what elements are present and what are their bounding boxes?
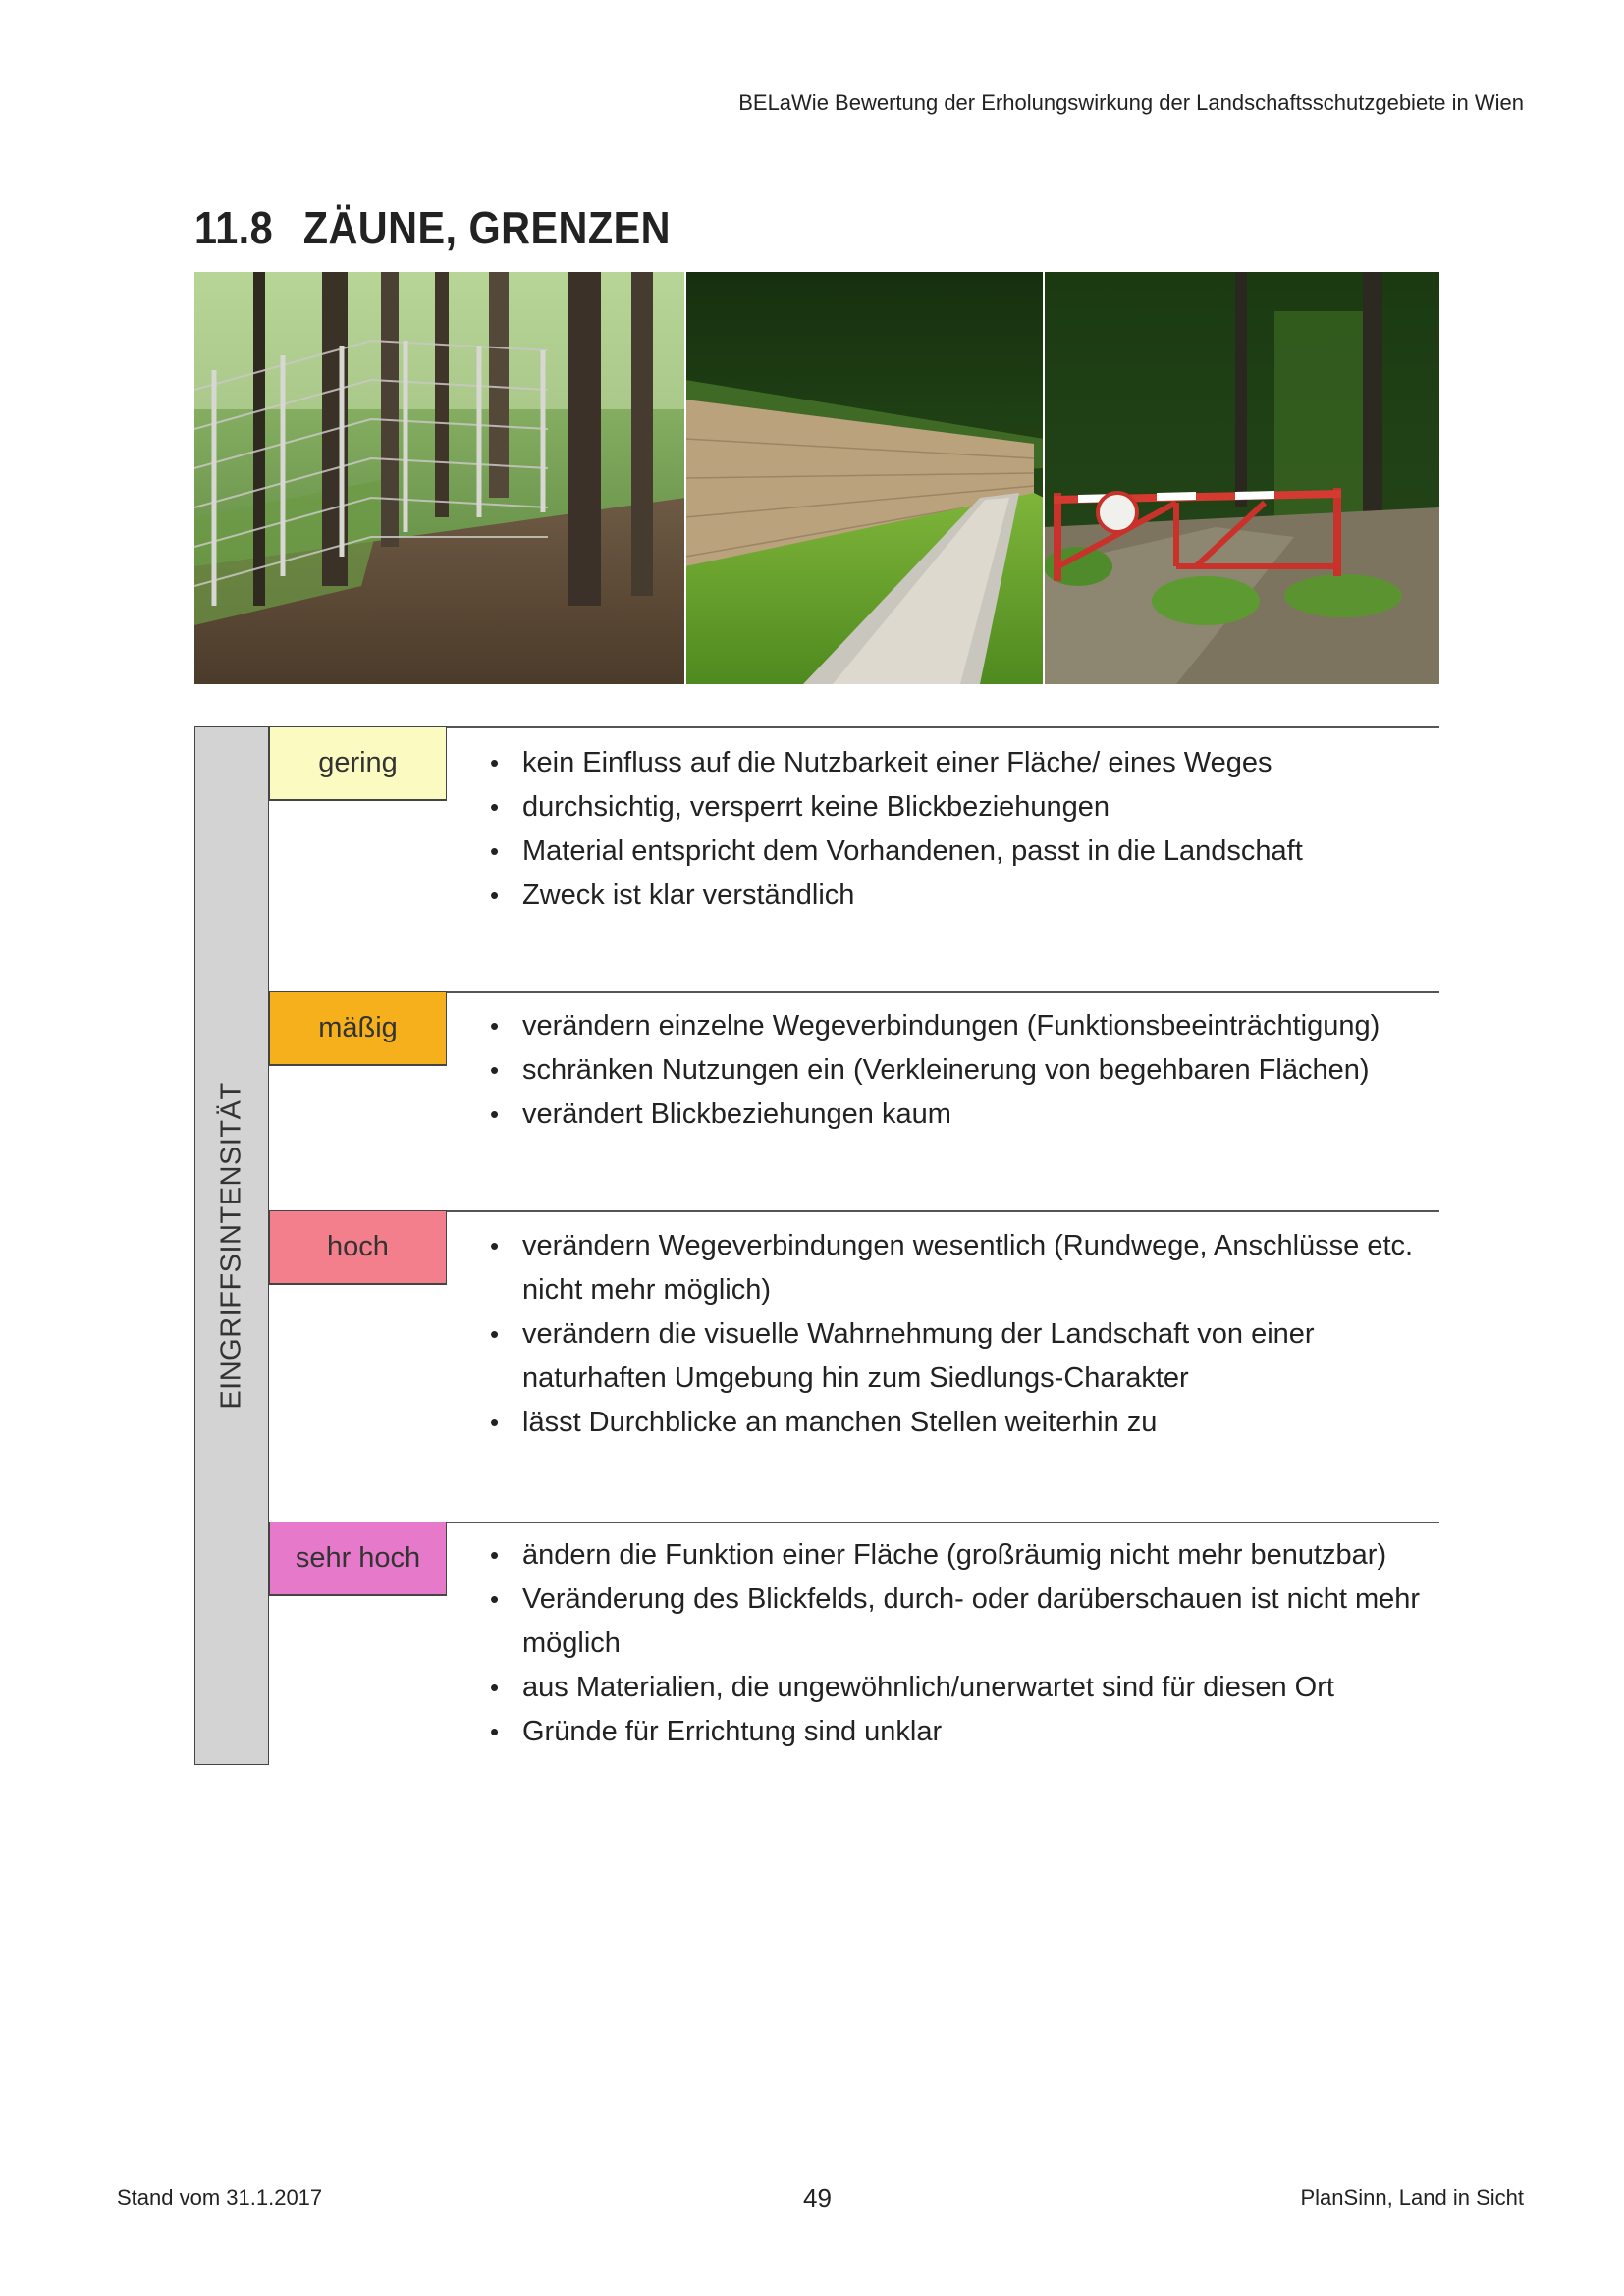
section-number: 11.8 xyxy=(194,202,274,253)
photo-forest-fence xyxy=(194,272,685,684)
photo-strip xyxy=(194,272,1439,684)
photo-red-barrier-gate xyxy=(1044,272,1439,684)
sign-icon xyxy=(1098,493,1137,532)
list-item: • verändern die visuelle Wahrnehmung der Landschaft von einer naturhaften Umgebung hin zum Siedlungs-Charakter xyxy=(490,1312,1442,1401)
list-item: • lässt Durchblicke an manchen Stellen weiterhin zu xyxy=(490,1401,1442,1445)
list-item: • kein Einfluss auf die Nutzbarkeit einer Fläche/ eines Weges xyxy=(490,741,1442,785)
footer-date: Stand vom 31.1.2017 xyxy=(117,2185,323,2210)
level-maessig xyxy=(269,991,447,1066)
list-item: • ändern die Funktion einer Fläche (großräumig nicht mehr benutzbar) xyxy=(490,1533,1442,1577)
list-item: • verändert Blickbeziehungen kaum xyxy=(490,1093,1442,1137)
list-item: • durchsichtig, versperrt keine Blickbeziehungen xyxy=(490,785,1442,829)
criteria-list-sehr-hoch xyxy=(490,1533,1442,1754)
level-sehr-hoch xyxy=(269,1522,447,1596)
section-title xyxy=(194,201,671,254)
page-number: 49 xyxy=(803,2183,832,2213)
list-item: • verändern einzelne Wegeverbindungen (Funktionsbeeinträchtigung) xyxy=(490,1004,1442,1048)
photo-strip-svg xyxy=(194,272,1439,684)
criteria-list-maessig xyxy=(490,1004,1442,1137)
list-item: • schränken Nutzungen ein (Verkleinerung von begehbaren Flächen) xyxy=(490,1048,1442,1093)
photo-stone-wall-path xyxy=(685,272,1044,684)
criteria-list-gering xyxy=(490,741,1442,918)
list-item: • Material entspricht dem Vorhandenen, passt in die Landschaft xyxy=(490,829,1442,874)
intensity-axis-label: EINGRIFFSINTENSITÄT xyxy=(215,1082,247,1410)
level-label: gering xyxy=(318,747,398,778)
list-item: • Gründe für Errichtung sind unklar xyxy=(490,1710,1442,1754)
level-gering xyxy=(269,726,447,801)
criteria-list-hoch xyxy=(490,1224,1442,1445)
list-item: • aus Materialien, die ungewöhnlich/unerwartet sind für diesen Ort xyxy=(490,1666,1442,1710)
intensity-axis xyxy=(194,726,269,1765)
list-item: • Zweck ist klar verständlich xyxy=(490,874,1442,918)
level-label: sehr hoch xyxy=(295,1542,421,1574)
section-heading: ZÄUNE, GRENZEN xyxy=(302,202,672,253)
footer-author: PlanSinn, Land in Sicht xyxy=(1300,2185,1524,2210)
list-item: • verändern Wegeverbindungen wesentlich (Rundwege, Anschlüsse etc. nicht mehr möglich) xyxy=(490,1224,1442,1312)
level-hoch xyxy=(269,1210,447,1285)
list-item: • Veränderung des Blickfelds, durch- oder darüberschauen ist nicht mehr möglich xyxy=(490,1577,1442,1666)
level-label: mäßig xyxy=(318,1012,398,1043)
running-header: BELaWie Bewertung der Erholungswirkung der Landschaftsschutzgebiete in Wien xyxy=(738,90,1524,115)
level-label: hoch xyxy=(327,1231,389,1262)
